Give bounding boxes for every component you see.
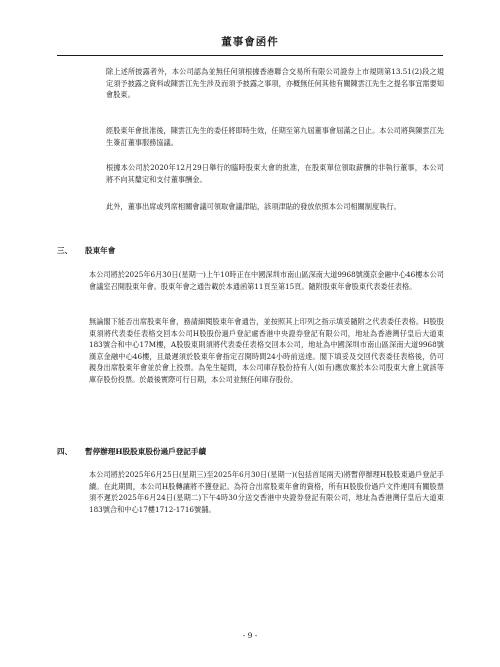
paragraph: 本公司將於2025年6月25日(星期三)至2025年6月30日(星期一)(包括首尾兩天)將暫停辦理H股股東過戶登記手續。在此期間，本公司H股轉讓將不獲登記。為符合出席股東年會的資格，所有H股股份過戶文件連同有關股票須不遲於2025年6月24日(星期二)下午4時30分送交香港中央證券登記有限公司，地址為香港灣仔皇后大道東183號合和中心17樓1712-1716號舖。 bbox=[89, 470, 444, 514]
paragraph: 無論閣下能否出席股東年會，務請細閱股東年會通告，並按照其上印列之指示填妥隨附之代表委任表格。H股股東須將代表委任表格交回本公司H股股份過戶登記處香港中央證券登記有限公司，地址為香港灣仔皇后大道東183號合和中心17M樓，A股股東則須將代表委任表格交回本公司，地址為中國深圳市南山區深南大道9968號漢京金融中心46樓，且最遲須於股東年會指定召開時間24小時前送達。閣下填妥及交回代表委任表格後，仍可親身出席股東年會並於會上投票。為免生疑問，本公司庫存股份持有人(如有)應放棄於本公司股東大會上就該等庫存股份投票。於最後實際可行日期，本公司並無任何庫存股份。 bbox=[89, 317, 444, 384]
paragraph: 除上述所披露者外，本公司認為並無任何須根據香港聯合交易所有限公司證券上市規則第13.51(2)段之規定須予披露之資料或陳雲江先生涉及而須予披露之事項，亦概無任何其他有關陳雲江先生之提名事宜需要知會股東。 bbox=[106, 67, 444, 100]
paragraph: 此外，董事出席或列席相關會議可領取會議津貼，該項津貼的發放依照本公司相關制度執行。 bbox=[106, 202, 401, 211]
page-header-title: 董事會函件 bbox=[221, 36, 279, 48]
section-title: 股東年會 bbox=[85, 246, 116, 255]
section-number: 三、 bbox=[57, 246, 73, 255]
section-heading-closure bbox=[57, 446, 206, 457]
paragraph: 根據本公司於2020年12月29日舉行的臨時股東大會的批准，在股東單位領取薪酬的非執行董事，本公司將不向其釐定和支付董事酬金。 bbox=[106, 163, 444, 184]
section-title: 暫停辦理H股股東股份過戶登記手續 bbox=[85, 447, 207, 456]
paragraph: 經股東年會批准後，陳雲江先生的委任將即時生效，任期至第九屆董事會屆滿之日止。本公司將與陳雲江先生簽訂董事服務協議。 bbox=[106, 126, 444, 147]
section-heading-agm bbox=[57, 245, 115, 256]
paragraph: 本公司將於2025年6月30日(星期一)上午10時正在中國深圳市南山區深南大道9968號漢京金融中心46樓本公司會議室召開股東年會。股東年會之通告載於本通函第11頁至第15頁。隨附股東年會股東代表委任表格。 bbox=[89, 270, 444, 291]
section-number: 四、 bbox=[57, 447, 73, 456]
page-number: - 9 - bbox=[242, 631, 258, 640]
header-rule bbox=[57, 55, 443, 56]
